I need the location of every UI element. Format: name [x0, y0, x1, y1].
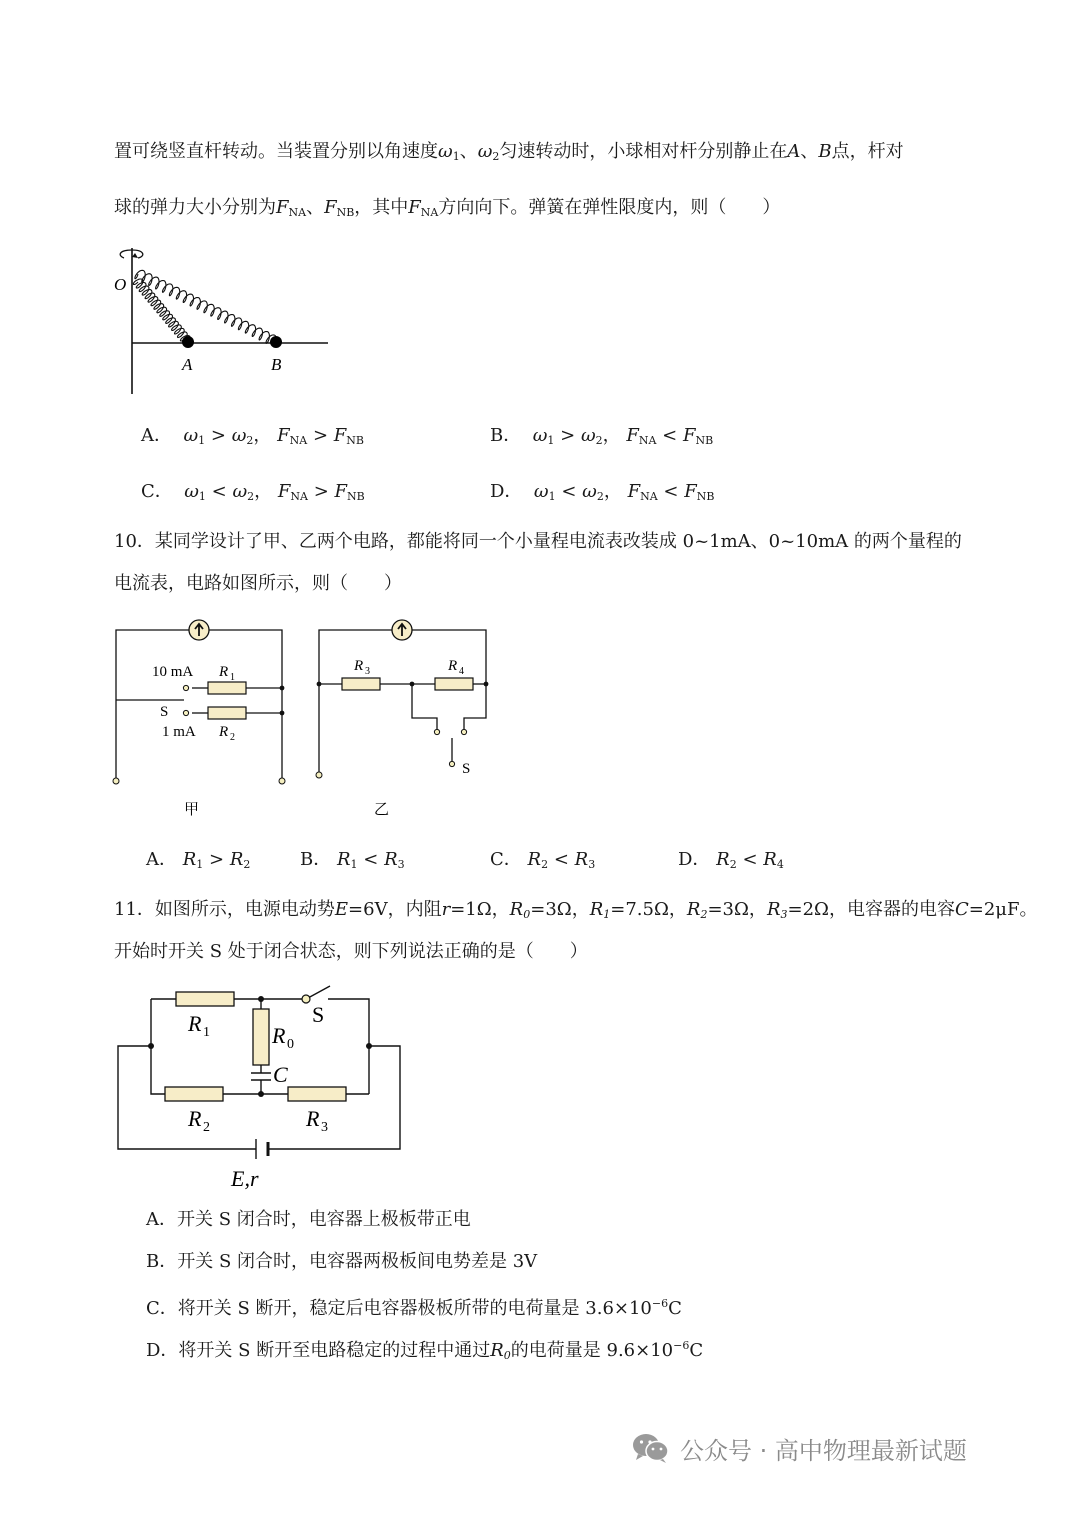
pivot-label: O: [114, 275, 127, 294]
svg-text:C: C: [273, 1062, 288, 1087]
q11-stem-line1: 11．如图所示，电源电动势E=6V，内阻r=1Ω，$R_0=3\Omega$，$R_1=7.5\Omega$，$R_2=3\Omega$，$R_3=2\Omega$，电容器的电容C=2μF。: [114, 899, 1038, 921]
q11-circuit-figure: [108, 984, 408, 1194]
svg-text:R: R: [188, 1106, 202, 1131]
q9-stem-line2: 球的弹力大小分别为$F_{NA}$、$F_{NB}$，其中$F_{NA}$方向向下。弹簧在弹性限度内，则（ ）: [114, 197, 781, 219]
caption-yi: 乙: [374, 802, 390, 818]
terminal-jia-right: [279, 778, 285, 784]
svg-text:0: 0: [287, 1037, 294, 1052]
svg-text:1 mA: 1 mA: [162, 724, 196, 740]
q9-option-c[interactable]: C． $\omega_1 < \omega_2$， $F_{NA} > F_{NB}$: [141, 481, 365, 503]
q10-stem-line2: 电流表，电路如图所示，则（ ）: [114, 573, 402, 594]
switch-S: [302, 995, 310, 1003]
svg-text:S: S: [462, 761, 471, 777]
q11-option-b[interactable]: B．开关 S 闭合时，电容器两极板间电势差是 3V: [146, 1251, 538, 1272]
terminal-jia-left: [113, 778, 119, 784]
svg-text:2: 2: [230, 732, 235, 743]
svg-text:R: R: [219, 724, 229, 740]
terminal-yi-left: [316, 772, 322, 778]
spring-to-A: [133, 279, 190, 342]
resistor-R4: [435, 678, 473, 690]
svg-text:R: R: [219, 664, 229, 680]
q11-stem-line2: 开始时开关 S 处于闭合状态，则下列说法正确的是（ ）: [114, 941, 588, 962]
svg-text:4: 4: [459, 666, 464, 677]
battery-label: E,r: [231, 1166, 259, 1191]
svg-text:10 mA: 10 mA: [152, 664, 194, 680]
q10-option-b[interactable]: B． $R_1 < R_3$: [300, 849, 405, 871]
watermark: [632, 1428, 967, 1468]
spring-to-B: [135, 270, 276, 343]
svg-text:R: R: [354, 658, 364, 674]
resistor-R2: [165, 1087, 223, 1101]
caption-jia: 甲: [184, 802, 200, 818]
svg-text:R: R: [188, 1011, 202, 1036]
circuit-yi: [319, 630, 486, 774]
q10-option-a[interactable]: A． $R_1 > R_2$: [146, 849, 251, 871]
svg-text:3: 3: [321, 1120, 328, 1135]
resistor-R3: [342, 678, 380, 690]
resistor-R1: [208, 682, 246, 694]
svg-text:2: 2: [203, 1120, 210, 1135]
svg-text:R: R: [306, 1106, 320, 1131]
svg-text:S: S: [160, 704, 169, 720]
svg-text:S: S: [312, 1002, 325, 1027]
q10-circuit-figure: [108, 614, 508, 824]
q9-stem-line1: 置可绕竖直杆转动。当装置分别以角速度$\omega_1$、$\omega_2$匀速转动时，小球相对杆分别静止在A、B点，杆对: [114, 141, 904, 163]
svg-text:1: 1: [230, 672, 235, 683]
ball-B: [270, 336, 282, 348]
q11-option-a[interactable]: A．开关 S 闭合时，电容器上极板带正电: [146, 1209, 471, 1230]
q10-option-c[interactable]: C． $R_2 < R_3$: [490, 849, 596, 871]
svg-text:3: 3: [365, 666, 370, 677]
svg-text:R: R: [272, 1023, 286, 1048]
resistor-R0: [253, 1009, 269, 1065]
svg-text:1: 1: [203, 1025, 210, 1040]
q10-option-d[interactable]: D． $R_2 < R_4$: [678, 849, 784, 871]
svg-text:R: R: [448, 658, 458, 674]
q10-stem-line1: 10．某同学设计了甲、乙两个电路，都能将同一个小量程电流表改装成 0~1mA、0~10mA 的两个量程的: [114, 531, 962, 552]
resistor-R3: [288, 1087, 346, 1101]
q9-option-b[interactable]: B． $\omega_1 > \omega_2$， $F_{NA} < F_{NB}$: [490, 425, 714, 447]
circuit-jia: [116, 630, 282, 778]
ball-A: [182, 336, 194, 348]
q9-option-d[interactable]: D． $\omega_1 < \omega_2$， $F_{NA} < F_{NB}$: [490, 481, 715, 503]
resistor-R1: [176, 992, 234, 1006]
watermark-text: 公众号 · 高中物理最新试题: [680, 1436, 967, 1465]
q9-spring-figure: [108, 246, 338, 396]
resistor-R2: [208, 707, 246, 719]
q11-option-c[interactable]: C．将开关 S 断开，稳定后电容器极板所带的电荷量是 $3.6\times 10^{-6}C$: [146, 1297, 682, 1319]
q9-option-a[interactable]: A． $\omega_1 > \omega_2$， $F_{NA} > F_{NB}$: [141, 425, 364, 447]
label-B: B: [271, 355, 282, 374]
wechat-icon: [632, 1432, 670, 1464]
q11-option-d[interactable]: D．将开关 S 断开至电路稳定的过程中通过$R_0$的电荷量是 $9.6\times 10^{-6}C$: [146, 1339, 704, 1362]
label-A: A: [182, 355, 193, 374]
